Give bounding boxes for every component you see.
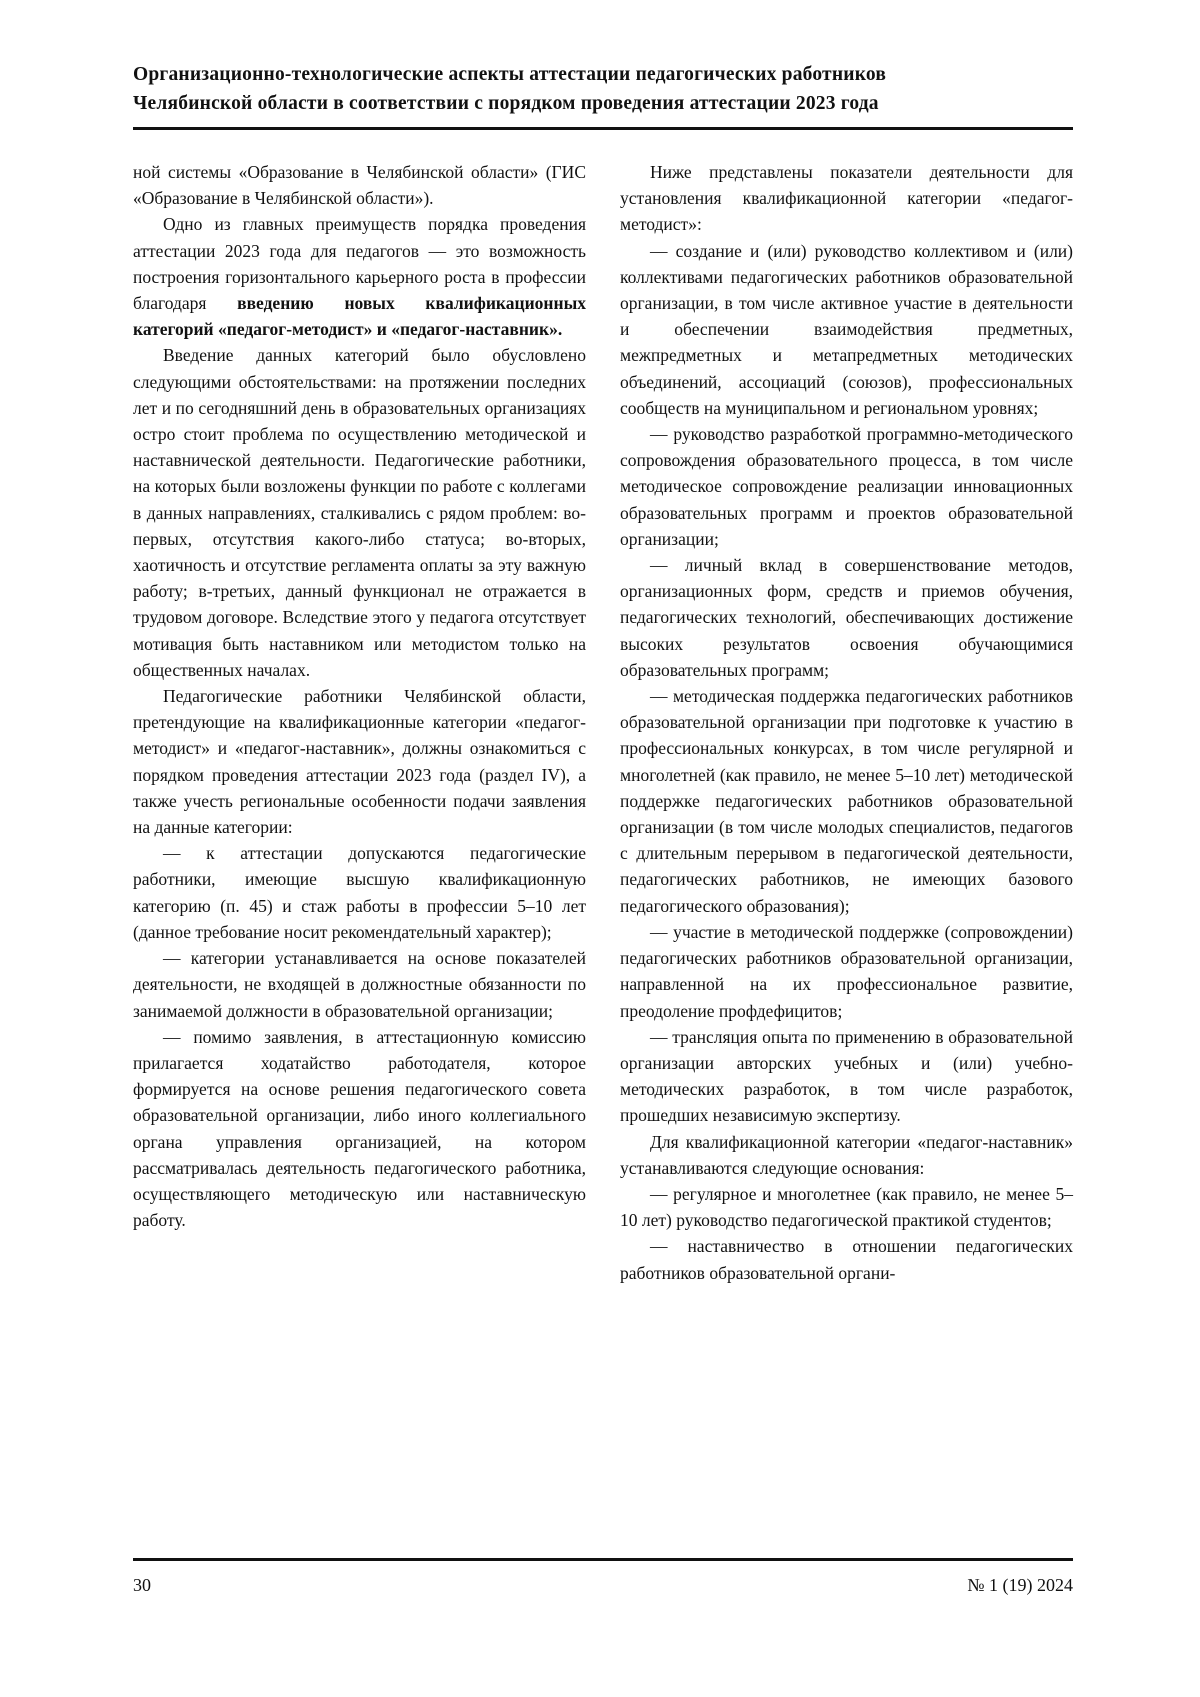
paragraph	[620, 683, 1073, 919]
footer-rule	[133, 1558, 1073, 1561]
text-run: ной системы «Образование в Челябинской области» (ГИС «Образование в Челябинской области»).	[133, 162, 586, 209]
text-run: — участие в методической поддержке (сопровождении) педагогических работников образовательной организации, направленной на их профессиональное развитие, преодоление профдефицитов;	[620, 921, 1073, 1021]
text-run: Ниже представлены показатели деятельности для установления квалификационной категории «педагог-методист»:	[620, 162, 1073, 235]
running-head	[133, 60, 1073, 130]
text-run: — методическая поддержка педагогических работников образовательной организации при подготовке к участию в профессиональных конкурсах, в том числе регулярной и многолетней (как правило, не менее 5–10 лет) методической поддержке педагогических работников образовательной организации (в том числе молодых специалистов, педагогов с длительным перерывом в педагогической деятельности, педагогических работников, не имеющих базового педагогического образования);	[620, 686, 1073, 916]
text-run: — руководство разработкой программно-методического сопровождения образовательного процесса, в том числе методическое сопровождение реализации инновационных образовательных программ и проектов образовательной организации;	[620, 424, 1073, 549]
paragraph	[620, 1233, 1073, 1285]
paragraph	[620, 919, 1073, 1024]
paragraph	[620, 1181, 1073, 1233]
article-title-line1: Организационно-технологические аспекты аттестации педагогических работников	[133, 64, 887, 85]
text-run: — категории устанавливается на основе показателей деятельности, не входящей в должностные обязанности по занимаемой должности в образовательной организации;	[133, 948, 586, 1021]
paragraph	[133, 945, 586, 1024]
page-number: 30	[133, 1575, 151, 1595]
paragraph	[133, 840, 586, 945]
issue-label: № 1 (19) 2024	[967, 1575, 1073, 1595]
header-rule	[133, 127, 1073, 130]
paragraph	[620, 1024, 1073, 1129]
paragraph	[620, 159, 1073, 238]
paragraph	[133, 683, 586, 840]
article-body	[133, 159, 1073, 1286]
text-run: — наставничество в отношении педагогических работников образовательной органи-	[620, 1236, 1073, 1283]
text-run: — регулярное и многолетнее (как правило, не менее 5–10 лет) руководство педагогической практикой студентов;	[620, 1183, 1073, 1231]
paragraph	[133, 1024, 586, 1234]
text-run: — к аттестации допускаются педагогические работники, имеющие высшую квалификационную категорию (п. 45) и стаж работы в профессии 5–10 лет (данное требование носит рекомендательный характер);	[133, 843, 586, 942]
text-run: — создание и (или) руководство коллективом и (или) коллективами педагогических работников образовательной организации, в том числе активное участие в деятельности и обеспечении взаимодействия предметных, межпредметных и метапредметных методических объединений, ассоциаций (союзов), профессиональных сообществ на муниципальном и региональном уровнях;	[620, 240, 1073, 418]
paragraph	[133, 342, 586, 683]
left-column	[133, 159, 586, 1286]
text-run: Одно из главных преимуществ порядка проведения аттестации 2023 года для педагогов — это возможность построения горизонтального карьерного роста в профессии благодаря	[133, 214, 586, 314]
paragraph	[620, 238, 1073, 421]
text-run: Для квалификационной категории «педагог-наставник» устанавливаются следующие основания:	[620, 1131, 1073, 1178]
text-run: Педагогические работники Челябинской области, претендующие на квалификационные категории «педагог-методист» и «педагог-наставник», должны ознакомиться с порядком проведения аттестации 2023 года (раздел IV), а также учесть региональные особенности подачи заявления на данные категории:	[133, 686, 586, 838]
text-run: — личный вклад в совершенствование методов, организационных форм, средств и приемов обучения, педагогических технологий, обеспечивающих достижение высоких результатов освоения обучающимися образовательных программ;	[620, 555, 1073, 680]
paragraph	[620, 421, 1073, 552]
page-footer	[133, 1558, 1073, 1597]
bold-text-run: введению новых квалификационных категорий «педагог-методист» и «педагог-наставник».	[133, 293, 586, 340]
text-run: — помимо заявления, в аттестационную комиссию прилагается ходатайство работодателя, которое формируется на основе решения педагогического совета образовательной организации, либо иного коллегиального органа управления организацией, на котором рассматривалась деятельность педагогического работника, осуществляющего методическую или наставническую работу.	[133, 1026, 586, 1231]
paragraph	[133, 211, 586, 342]
right-column	[620, 159, 1073, 1286]
text-run: — трансляция опыта по применению в образовательной организации авторских учебных и (или) учебно-методических разработок, в том числе разработок, прошедших независимую экспертизу.	[620, 1026, 1073, 1126]
paragraph	[620, 552, 1073, 683]
paragraph	[620, 1129, 1073, 1181]
text-run: Введение данных категорий было обусловлено следующими обстоятельствами: на протяжении последних лет и по сегодняшний день в образовательных организациях остро стоит проблема по осуществлению методической и наставнической деятельности. Педагогические работники, на которых были возложены функции по работе с коллегами в данных направлениях, сталкивались с рядом проблем: во-первых, отсутствия какого-либо статуса; во-вторых, хаотичность и отсутствие регламента оплаты за эту важную работу; в-третьих, данный функционал не отражается в трудовом договоре. Вследствие этого у педагога отсутствует мотивация быть наставником или методистом только на общественных началах.	[133, 345, 586, 680]
article-title-line2: Челябинской области в соответствии с порядком проведения аттестации 2023 года	[133, 93, 879, 114]
footer-row	[133, 1573, 1073, 1597]
paragraph	[133, 159, 586, 211]
